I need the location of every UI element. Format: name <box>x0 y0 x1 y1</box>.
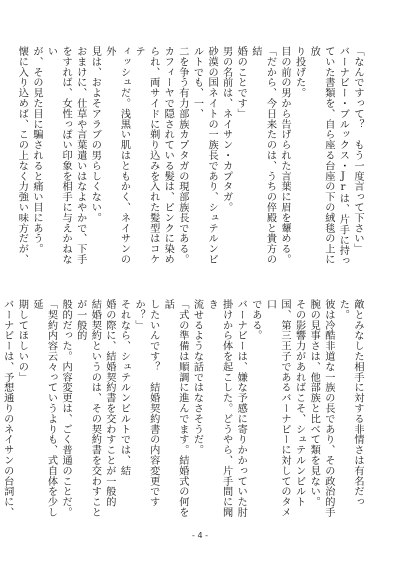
text-line: 「なんですって？ もう一度言って下さい」 <box>352 46 363 254</box>
text-line: 婚の際に、結婚契約書を交わすことが一般的 <box>103 299 115 507</box>
text-line: バーナビー・ブルックス・Jrは、片手に持っ <box>337 46 349 266</box>
text-line: 「契約内容云々っていうよりも、式自体を少し延 <box>30 299 57 518</box>
text-line: が、その見た目に騙されると痛い目にあう。 <box>30 46 42 254</box>
text-line: り投げた。 <box>293 46 305 98</box>
text-line: 「だから、今日来たのは、うちの倅殿と貴方の結 <box>249 46 276 265</box>
text-line: バーナビーは、予想通りのネイサンの台詞に、 <box>1 299 13 518</box>
lower-text-block <box>1 299 364 521</box>
text-line: 「式の準備は順調に進んでます。結婚式の何を話 <box>162 299 188 518</box>
text-line: 般的だった。内容変更は、ごく普通のことだ。 <box>60 299 72 518</box>
text-line: カフィーヤで隠されている髪は、ピンクに染め <box>162 46 174 265</box>
text-line: バーナビーは、嫌な予感に寄りかかっていた肘 <box>235 299 247 518</box>
text-line: 砂漠の国ネイトの一族長であり、シュテルンビルトでも、一、 <box>191 46 218 265</box>
text-line: 見は、およそアラブの男らしくない。 <box>89 46 101 223</box>
text-line: おまけに、仕草や言葉遣いはなよやかで、下手 <box>74 46 86 265</box>
text-line: その影響力があればこそ、シュテルンビルト <box>293 299 305 507</box>
text-line: 腕の見事さは、他部族と比べて類を見ない。 <box>308 299 320 507</box>
text-line: ていた書類を、自ら座る台座の下の絨毯の上に放 <box>308 46 334 265</box>
text-line: 流せるような話ではなさそうだ。 <box>191 299 203 455</box>
text-line: したいんです？ 結婚契約書の内容変更ですか？」 <box>133 299 159 507</box>
text-line: 目の前の男から告げられた言葉に眉を顰める。 <box>279 46 291 265</box>
text-line: 期してほしいの」 <box>16 299 28 383</box>
text-line: 国、第三王子であるバーナビーに対してのタメ口 <box>264 299 291 518</box>
text-line: 結婚契約というのは、その契約書を交わすことが一般的 <box>74 299 101 518</box>
text-line: ィッシュだ。浅黒い肌はともかく、ネイサンの外 <box>103 46 130 265</box>
text-line: それなら、シュテルンビルトでは、結 <box>118 299 130 476</box>
text-line: をすれば、女性っぽい印象を相手に与えかねない <box>45 46 72 265</box>
page-number: - 4 - <box>192 531 208 540</box>
text-line: 二を争う有力部族カプタガの現部族長である。 <box>176 46 188 265</box>
text-line: 敵とみなした相手に対する非情さは有名だった。 <box>337 299 363 507</box>
text-line: 懐に入り込めば、この上なく力強い味方だが、 <box>16 46 28 265</box>
text-line: 婚のことです」 <box>235 46 247 119</box>
upper-text-block <box>16 46 364 272</box>
text-line: られ、両サイドに剃り込みを入れた髪型はコケテ <box>133 46 159 265</box>
text-line: 彼は冷酷非道な一族の長であり、その政治的手 <box>322 299 334 518</box>
text-line: 男の名前は、ネイサン・カプタガ。 <box>220 46 232 213</box>
text-line: である。 <box>249 299 261 341</box>
text-line: 掛けから体を起こした。どうやら、片手間に聞き <box>206 299 232 518</box>
